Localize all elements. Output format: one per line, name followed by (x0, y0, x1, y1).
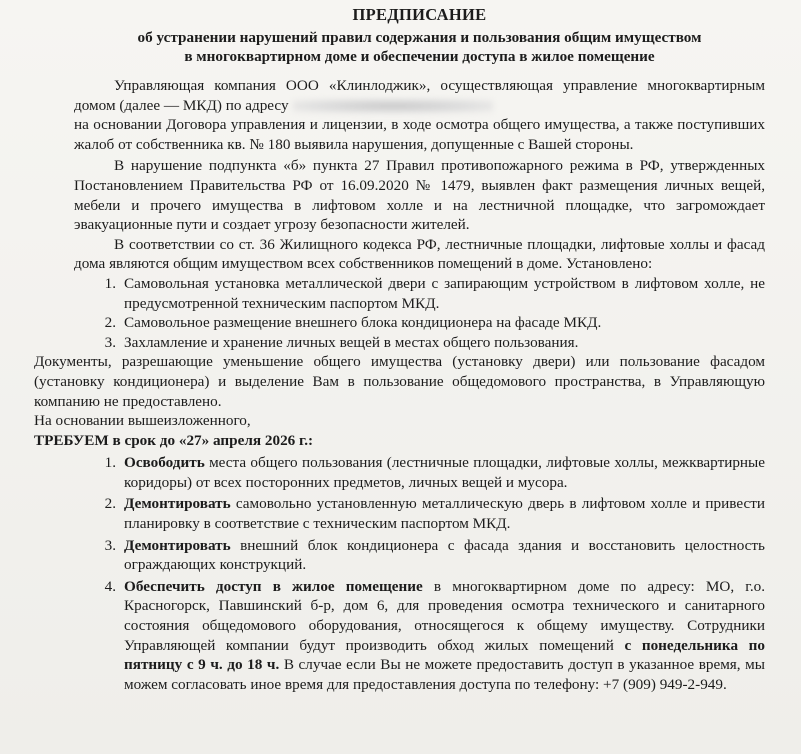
redacted-address (293, 99, 493, 113)
demand-number: 2. (104, 495, 116, 513)
finding-text: Захламление и хранение личных вещей в местах общего пользования. (124, 333, 579, 351)
demand-action: Демонтировать (124, 536, 231, 554)
demand-details: самовольно установленную металлическую дверь в лифтовом холле и привести планировку в соответствие с техническим паспортом МКД. (124, 495, 765, 533)
demand-details: места общего пользования (лестничные площадки, лифтовые холлы, межквартирные коридоры) от всех посторонних предметов, личных вещей и мусора. (124, 454, 765, 491)
document-subtitle (74, 28, 765, 66)
list-item (74, 494, 765, 533)
list-item (74, 274, 765, 313)
housing-code-paragraph: В соответствии со ст. 36 Жилищного кодекса РФ, лестничные площадки, лифтовые холлы и фасад дома являются общим имуществом всех собственников помещений в доме. Установлено: (74, 235, 765, 273)
finding-number: 3. (104, 333, 116, 351)
demands-list (74, 453, 765, 694)
documents-paragraph: Документы, разрешающие уменьшение общего имущества (установку двери) или пользование фасадом (установку кондиционера) и выделение Вам в пользование общедомового пространства, в Управляющую компанию не предоставлено. (34, 353, 765, 410)
demand-action: Демонтировать (124, 495, 231, 513)
intro-text-2: на основании Договора управления и лицензии, в ходе осмотра общего имущества, а также поступивших жалоб от собственника кв. № 180 выявила нарушения, допущенные с Вашей стороны. (74, 116, 765, 153)
demand-text (124, 494, 765, 533)
intro-text-1: Управляющая компания ООО «Клинлоджик», осуществляющая управление многоквартирным домом (далее — МКД) по адресу (74, 77, 765, 114)
demand-number: 4. (104, 577, 116, 595)
list-item (74, 313, 765, 333)
list-item (74, 536, 765, 575)
intro-paragraph (74, 76, 765, 154)
violation-paragraph: В нарушение подпункта «б» пункта 27 Правил противопожарного режима в РФ, утвержденных Постановлением Правительства РФ от 16.09.2020 № 1479, выявлен факт размещения личных вещей, мебели и прочего имущества в лифтовом холле и на лестничной площадке, что загромождает эвакуационные пути и создает угрозу безопасности жителей. (74, 157, 765, 234)
document-title: ПРЕДПИСАНИЕ (352, 5, 487, 24)
access-hours: с понедельника по пятницу с 9 ч. до 18 ч. (124, 636, 766, 674)
basis-line: На основании вышеизложенного, (34, 412, 251, 430)
demand-text (124, 536, 765, 575)
finding-number: 1. (104, 274, 116, 292)
finding-text: Самовольное размещение внешнего блока кондиционера на фасаде МКД. (124, 314, 602, 332)
demand-text (124, 577, 765, 695)
demand-title: ТРЕБУЕМ в срок до «27» апреля 2026 г.: (34, 431, 314, 449)
demand-details: в многоквартирном доме по адресу: МО, г.о. Красногорск, Павшинский б-р, дом 6, для проведения осмотра технического и санитарного состояния общедомового оборудования, относящегося к общему имуществу. Сотрудники Управляющей компании будут производить обход жилых помещений (124, 577, 766, 654)
list-item (74, 577, 765, 695)
finding-text: Самовольная установка металлической двери с запирающим устройством в лифтовом холле, не предусмотренной техническим паспортом МКД. (124, 274, 765, 312)
demand-number: 3. (104, 536, 116, 554)
demand-number: 1. (104, 454, 116, 472)
demand-contact: В случае если Вы не можете предоставить доступ в указанное время, мы можем согласовать иное время для предоставления доступа по телефону: +7 (909) 949-2-949. (124, 656, 765, 693)
demand-text (124, 453, 765, 492)
finding-number: 2. (104, 314, 116, 332)
list-item (74, 453, 765, 492)
demand-action: Обеспечить доступ в жилое помещение (124, 577, 423, 595)
subtitle-line-1: об устранении нарушений правил содержания и пользования общим имуществом (137, 29, 702, 46)
subtitle-line-2: в многоквартирном доме и обеспечении доступа в жилое помещение (184, 48, 655, 65)
findings-list (74, 274, 765, 352)
demand-details: внешний блок кондиционера с фасада здания и восстановить целостность ограждающих конструкций. (124, 536, 765, 574)
list-item (74, 333, 765, 353)
demand-action: Освободить (124, 454, 205, 472)
